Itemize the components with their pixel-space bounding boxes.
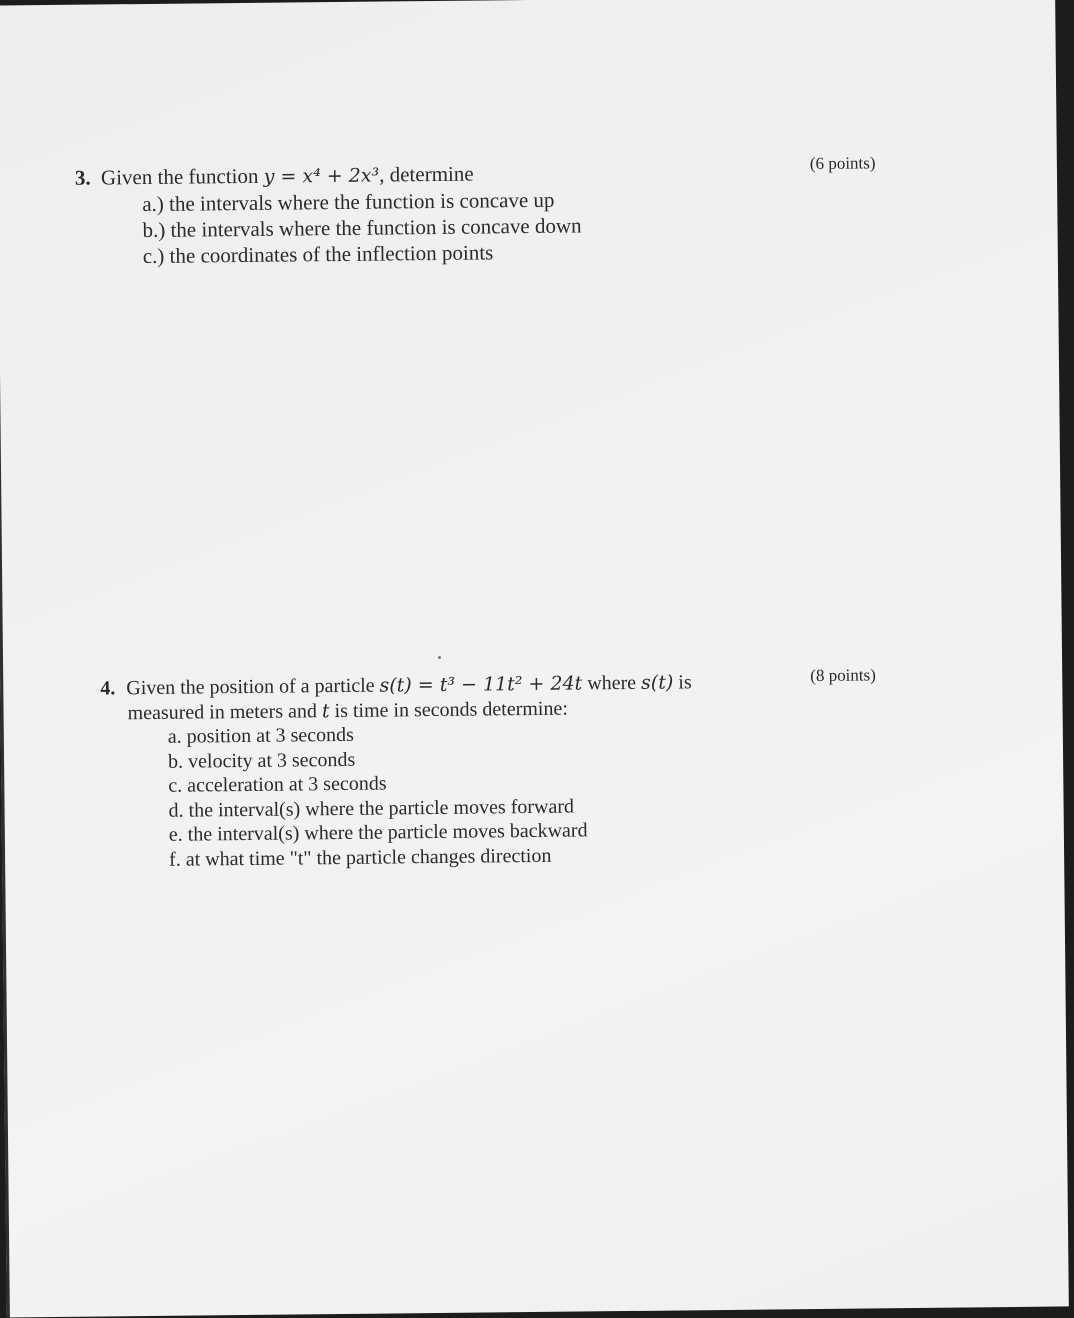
- question-3-equation: y = x⁴ + 2x³: [263, 164, 380, 188]
- question-4-part-b: b. velocity at 3 seconds: [167, 748, 356, 773]
- question-4: [100, 670, 693, 872]
- question-3-number: 3.: [74, 165, 91, 190]
- question-4-points: (8 points): [810, 665, 876, 686]
- question-3-part-b: b.) the intervals where the function is concave down: [142, 213, 582, 243]
- question-4-number: 4.: [100, 677, 116, 700]
- question-4-equation: s(t) = t³ − 11t² + 24t: [379, 672, 583, 697]
- question-4-equation-var: s(t): [641, 671, 674, 694]
- question-4-continuation-suffix: is time in seconds determine:: [329, 697, 568, 722]
- stray-mark: [438, 656, 441, 659]
- question-3: [75, 159, 582, 269]
- page-edge: [0, 6, 10, 1318]
- question-4-continuation-prefix: measured in meters and: [127, 699, 323, 724]
- question-3-part-c: c.) the coordinates of the inflection points: [142, 240, 494, 269]
- question-4-part-e: e. the interval(s) where the particle moves backward: [168, 819, 588, 846]
- question-3-stem-suffix: , determine: [379, 161, 474, 187]
- question-3-part-a: a.) the intervals where the function is concave up: [142, 187, 555, 217]
- question-4-part-c: c. acceleration at 3 seconds: [168, 772, 387, 797]
- question-4-part-a: a. position at 3 seconds: [167, 723, 355, 748]
- question-4-stem-suffix: is: [673, 671, 692, 694]
- question-3-points: (6 points): [809, 153, 876, 174]
- question-4-continuation-var: t: [321, 699, 330, 722]
- question-3-stem-prefix: Given the function: [100, 163, 264, 190]
- question-4-stem-prefix: Given the position of a particle: [126, 674, 380, 700]
- question-4-stem-middle: where: [582, 671, 642, 695]
- question-4-part-d: d. the interval(s) where the particle moves forward: [168, 795, 575, 822]
- question-4-part-f: f. at what time "t" the particle changes direction: [168, 844, 552, 871]
